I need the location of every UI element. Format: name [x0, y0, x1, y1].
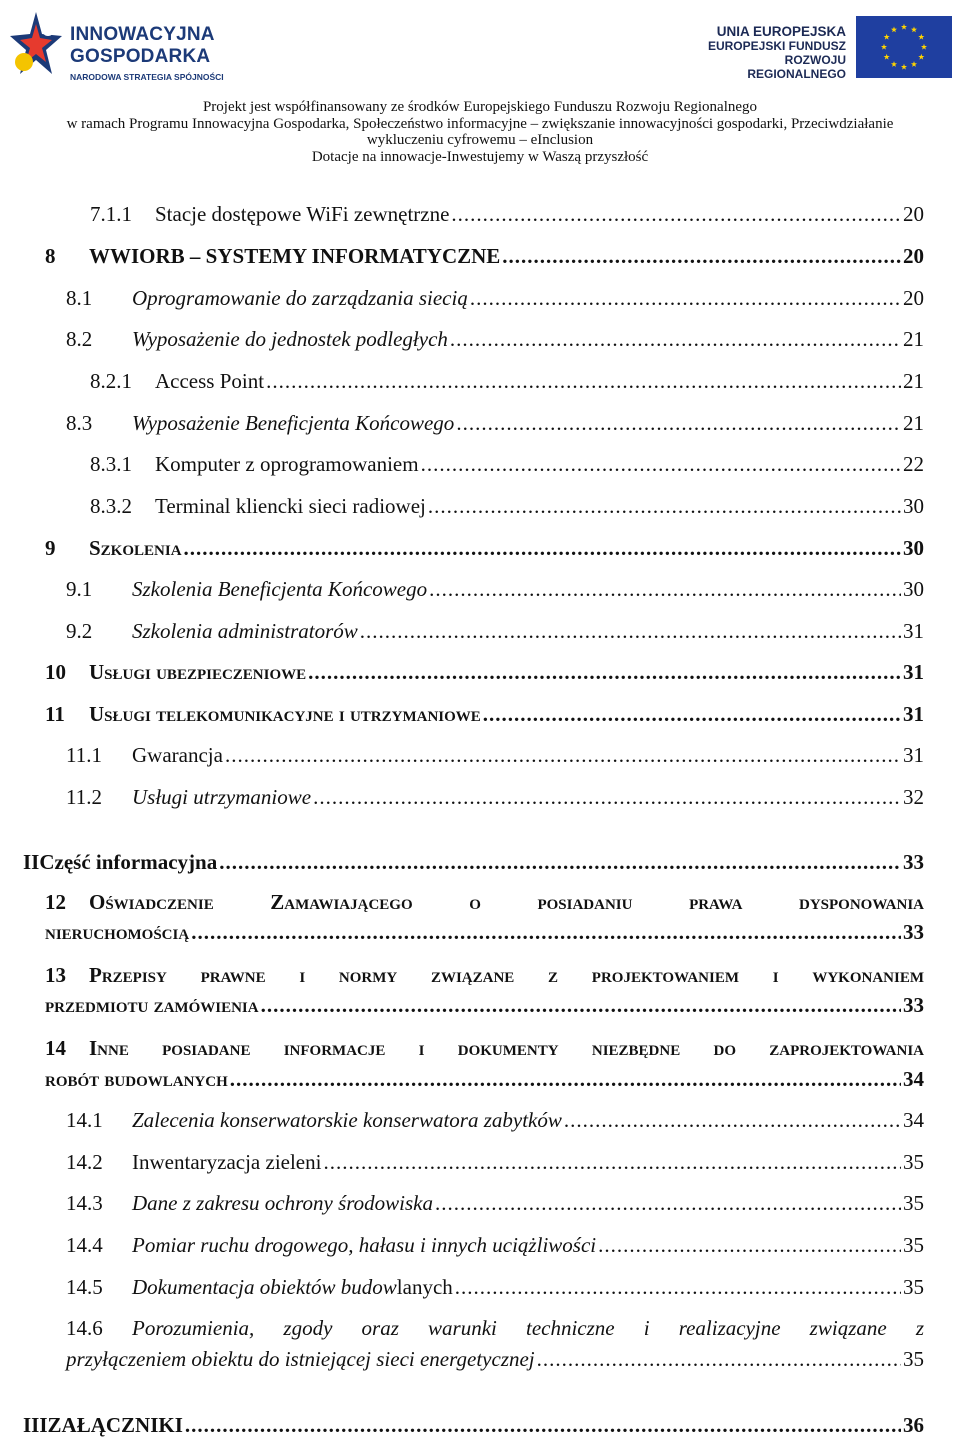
toc-entry-14-3[interactable] — [66, 1191, 924, 1216]
toc-page: 33 — [903, 993, 924, 1017]
toc-title: Usługi ubezpieczeniowe — [89, 660, 307, 684]
toc-entry-9[interactable] — [45, 536, 924, 561]
toc-entry-14-1[interactable] — [66, 1108, 924, 1133]
toc-title: Access Point — [155, 369, 265, 393]
toc-entry-11-1[interactable] — [66, 743, 924, 768]
toc-entry-8-3-2[interactable] — [90, 494, 924, 519]
toc-leader — [360, 619, 901, 644]
toc-title: Oprogramowanie do zarządzania siecią — [132, 286, 468, 310]
toc-title — [132, 1275, 453, 1300]
toc-page: 31 — [903, 619, 924, 643]
toc-title-line2: nieruchomością — [45, 920, 190, 944]
toc-leader — [428, 494, 901, 519]
toc-entry-8-2-1[interactable] — [90, 369, 924, 394]
toc-title: Szkolenia Beneficjenta Końcowego — [132, 577, 428, 601]
toc-page: 30 — [903, 577, 924, 601]
cofinancing-notice — [0, 99, 960, 165]
toc-entry-12-line1[interactable] — [45, 890, 924, 915]
cofinancing-line-1: Projekt jest współfinansowany ze środków Europejskiego Funduszu Rozwoju Regionalnego — [202, 99, 758, 115]
toc-page: 34 — [903, 1067, 924, 1091]
toc-page: 22 — [903, 452, 924, 476]
toc-page: 35 — [903, 1275, 924, 1299]
toc-leader — [225, 743, 901, 768]
toc-leader — [219, 850, 901, 875]
toc-entry-8-2[interactable] — [66, 327, 924, 352]
toc-title: Stacje dostępowe WiFi zewnętrzne — [155, 202, 450, 226]
toc-leader — [470, 286, 901, 311]
toc-number: 14.6 — [66, 1316, 103, 1340]
toc-number: 11 — [45, 702, 65, 726]
toc-leader — [261, 993, 901, 1018]
toc-title-line2: robót budowlanych — [45, 1067, 228, 1091]
toc-title-line2: przyłączeniem obiektu do istniejącej sieci energetycznej — [66, 1347, 535, 1371]
toc-entry-12-line2[interactable] — [45, 920, 924, 945]
toc-entry-14-4[interactable] — [66, 1233, 924, 1258]
toc-title: Gwarancja — [132, 743, 223, 767]
toc-page: 35 — [903, 1191, 924, 1215]
toc-title-line1: Oświadczenie Zamawiającego o posiadaniu prawa dysponowania — [89, 890, 924, 914]
toc-entry-13-line1[interactable] — [45, 963, 924, 988]
toc-number: 8.1 — [66, 286, 93, 310]
toc-entry-7-1-1[interactable] — [90, 202, 924, 227]
toc-entry-14-6-line2[interactable] — [66, 1347, 924, 1372]
toc-entry-14-2[interactable] — [66, 1150, 924, 1175]
toc-entry-13-line2[interactable] — [45, 993, 924, 1018]
eu-logo-line3: ROZWOJU REGIONALNEGO — [747, 53, 846, 81]
toc-entry-part-iii[interactable] — [23, 1413, 924, 1438]
toc-title-line1: Przepisy prawne i normy związane z projektowaniem i wykonaniem — [89, 963, 924, 987]
toc-title: WWIORB – SYSTEMY INFORMATYCZNE — [89, 244, 501, 268]
toc-page: 32 — [903, 785, 924, 809]
toc-page: 21 — [903, 369, 924, 393]
toc-page: 31 — [903, 743, 924, 767]
innowacyjna-gospodarka-star-icon — [8, 10, 64, 80]
eu-flag-icon — [856, 16, 952, 78]
toc-leader — [230, 1067, 901, 1092]
toc-page: 31 — [903, 702, 924, 726]
toc-page: 33 — [903, 850, 924, 874]
toc-title: Szkolenia administratorów — [132, 619, 358, 643]
toc-leader — [435, 1191, 901, 1216]
toc-entry-8-1[interactable] — [66, 286, 924, 311]
toc-number: 8 — [45, 244, 56, 268]
logo-text-innowacyjna: INNOWACYJNA — [70, 24, 215, 45]
logo-text-strategia: NARODOWA STRATEGIA SPÓJNOŚCI — [70, 72, 224, 82]
toc-number: 7.1.1 — [90, 202, 132, 226]
toc-title-line2: przedmiotu zamówienia — [45, 993, 259, 1017]
toc-entry-9-2[interactable] — [66, 619, 924, 644]
toc-number: 8.2.1 — [90, 369, 132, 393]
toc-leader — [185, 1413, 901, 1438]
toc-title-line1: Inne posiadane informacje i dokumenty niezbędne do zaprojektowania — [89, 1036, 924, 1060]
toc-number: III — [23, 1413, 48, 1437]
toc-leader — [323, 1150, 901, 1175]
toc-number: 12 — [45, 890, 66, 914]
toc-leader — [191, 920, 901, 945]
toc-leader — [313, 785, 901, 810]
toc-leader — [537, 1347, 901, 1372]
toc-leader — [456, 411, 901, 436]
toc-leader — [184, 536, 901, 561]
toc-page: 34 — [903, 1108, 924, 1132]
toc-leader — [451, 202, 901, 227]
toc-page: 35 — [903, 1150, 924, 1174]
toc-number: 14.4 — [66, 1233, 103, 1257]
toc-page: 20 — [903, 286, 924, 310]
cofinancing-line-2: w ramach Programu Innowacyjna Gospodarka, Społeczeństwo informacyjne – zwiększanie innowacyjności gospodarki, Przeciwdziałanie — [66, 115, 894, 132]
toc-leader — [308, 660, 901, 685]
toc-page: 21 — [903, 411, 924, 435]
toc-entry-11[interactable] — [45, 702, 924, 727]
cofinancing-line-3: wykluczeniu cyfrowemu – eInclusion — [366, 132, 594, 148]
toc-title: Pomiar ruchu drogowego, hałasu i innych uciążliwości — [132, 1233, 597, 1257]
toc-entry-8-3-1[interactable] — [90, 452, 924, 477]
toc-number: 9.2 — [66, 619, 93, 643]
toc-title: Dane z zakresu ochrony środowiska — [132, 1191, 433, 1215]
toc-number: 14 — [45, 1036, 66, 1060]
toc-entry-14-line2[interactable] — [45, 1067, 924, 1092]
toc-leader — [564, 1108, 901, 1133]
logo-text-gospodarka: GOSPODARKA — [70, 46, 211, 67]
eu-logo-text — [692, 24, 846, 81]
toc-leader — [421, 452, 901, 477]
toc-number: 11.2 — [66, 785, 102, 809]
eu-logo — [692, 16, 952, 81]
toc-title: Terminal kliencki sieci radiowej — [155, 494, 426, 518]
toc-entry-10[interactable] — [45, 660, 924, 685]
toc-number: 9.1 — [66, 577, 93, 601]
toc-entry-9-1[interactable] — [66, 577, 924, 602]
toc-number: 14.1 — [66, 1108, 103, 1132]
toc-page: 35 — [903, 1347, 924, 1371]
toc-number: 13 — [45, 963, 66, 987]
toc-title: Usługi utrzymaniowe — [132, 785, 312, 809]
toc-title-italic: Dokumentacja obiektów budow — [132, 1275, 397, 1299]
toc-page: 21 — [903, 327, 924, 351]
toc-entry-14-5[interactable] — [66, 1275, 924, 1300]
toc-page: 20 — [903, 244, 924, 268]
toc-page: 30 — [903, 536, 924, 560]
toc-number: 14.2 — [66, 1150, 103, 1174]
toc-title: Część informacyjna — [39, 850, 218, 874]
toc-leader — [266, 369, 901, 394]
toc-leader — [455, 1275, 901, 1300]
toc-title: Usługi telekomunikacyjne i utrzymaniowe — [89, 702, 481, 726]
toc-number: 14.5 — [66, 1275, 103, 1299]
toc-title: Wyposażenie do jednostek podległych — [132, 327, 448, 351]
toc-leader — [450, 327, 901, 352]
toc-leader — [598, 1233, 901, 1258]
toc-entry-8-3[interactable] — [66, 411, 924, 436]
toc-number: 10 — [45, 660, 66, 684]
toc-entry-8[interactable] — [45, 244, 924, 269]
toc-title: Komputer z oprogramowaniem — [155, 452, 419, 476]
toc-number: 8.2 — [66, 327, 93, 351]
toc-page: 35 — [903, 1233, 924, 1257]
innowacyjna-gospodarka-logo — [8, 10, 228, 80]
toc-title-line1: Porozumienia, zgody oraz warunki techniczne i realizacyjne związane z — [132, 1316, 924, 1340]
toc-number: 9 — [45, 536, 56, 560]
toc-leader — [429, 577, 901, 602]
toc-leader — [483, 702, 901, 727]
toc-number: 8.3.1 — [90, 452, 132, 476]
toc-leader — [502, 244, 901, 269]
toc-entry-14-6-line1[interactable] — [66, 1316, 924, 1341]
toc-number: 11.1 — [66, 743, 102, 767]
toc-page: 20 — [903, 202, 924, 226]
eu-logo-line2: EUROPEJSKI FUNDUSZ — [707, 39, 846, 53]
toc-title: Szkolenia — [89, 536, 182, 560]
toc-number: 8.3 — [66, 411, 93, 435]
toc-page: 33 — [903, 920, 924, 944]
toc-entry-part-ii[interactable] — [23, 850, 924, 875]
toc-title-rest: lanych — [396, 1275, 453, 1299]
toc-page: 31 — [903, 660, 924, 684]
toc-number: II — [23, 850, 40, 874]
toc-title: Wyposażenie Beneficjenta Końcowego — [132, 411, 455, 435]
toc-entry-14-line1[interactable] — [45, 1036, 924, 1061]
toc-page: 30 — [903, 494, 924, 518]
cofinancing-line-4: Dotacje na innowacje-Inwestujemy w Waszą przyszłość — [311, 148, 649, 165]
eu-logo-line1: UNIA EUROPEJSKA — [716, 24, 846, 39]
toc-title: Inwentaryzacja zieleni — [132, 1150, 322, 1174]
toc-title: ZAŁĄCZNIKI — [47, 1413, 183, 1437]
toc-number: 14.3 — [66, 1191, 103, 1215]
toc-page: 36 — [903, 1413, 924, 1437]
toc-entry-11-2[interactable] — [66, 785, 924, 810]
toc-title: Zalecenia konserwatorskie konserwatora zabytków — [132, 1108, 562, 1132]
toc-number: 8.3.2 — [90, 494, 132, 518]
